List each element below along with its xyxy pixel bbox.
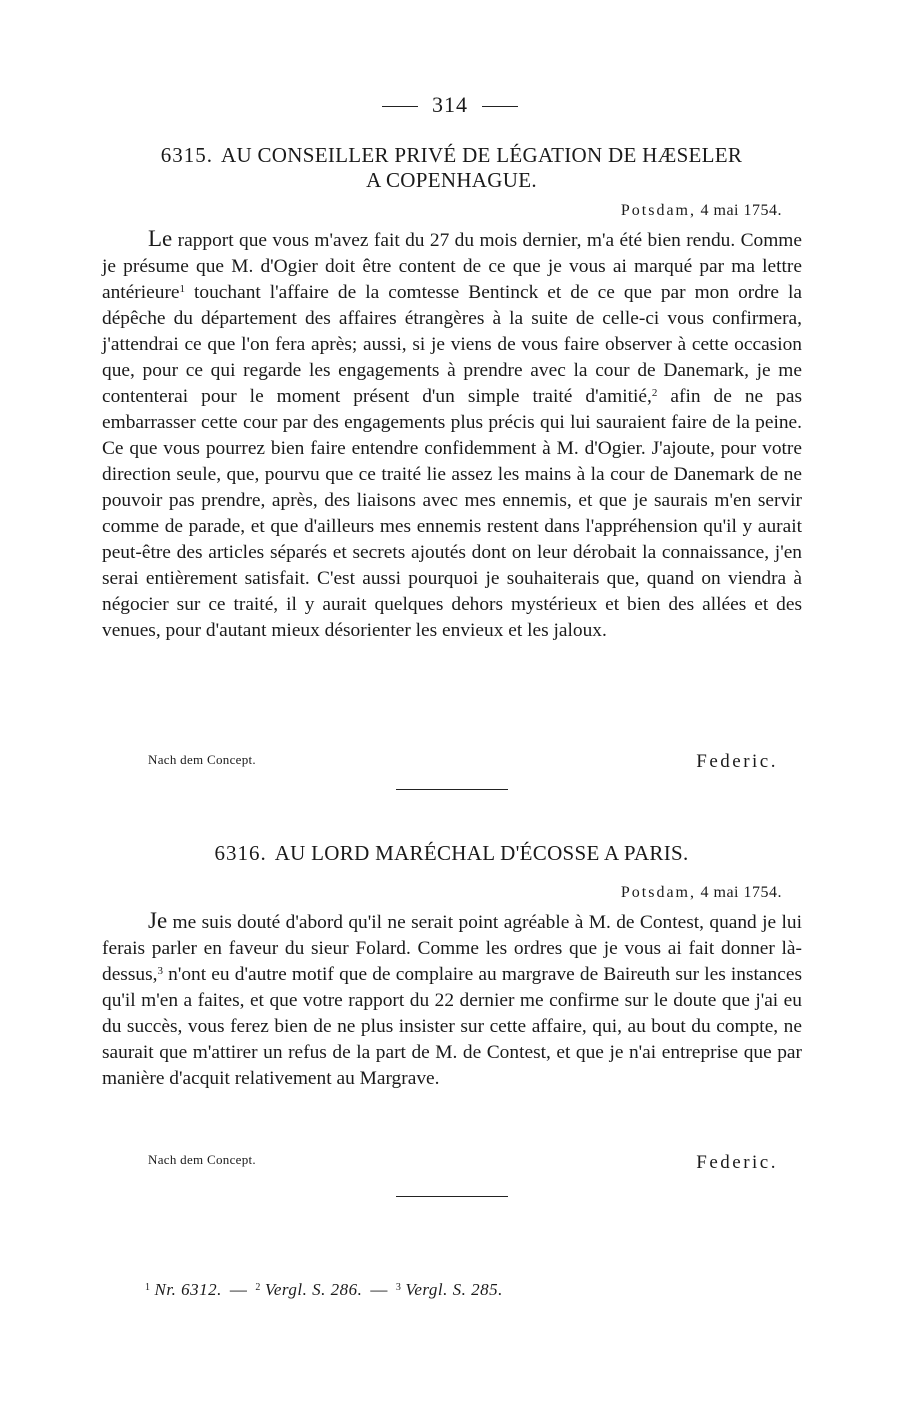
page-number-dash-left: [382, 106, 418, 107]
page-number-text: 314: [432, 92, 468, 117]
letter2-heading: [100, 841, 803, 866]
letter2-date-text: 4 mai 1754.: [700, 884, 782, 901]
section-divider-2: [396, 1196, 508, 1197]
footnote-3-text: Vergl. S. 285.: [405, 1280, 503, 1299]
letter1-heading-text: AU CONSEILLER PRIVÉ DE LÉGATION DE HÆSELER: [221, 143, 743, 167]
footnote-ref-1: 1: [179, 283, 186, 295]
footnote-ref-2: 2: [651, 387, 658, 399]
letter1-heading-line1: [100, 143, 803, 168]
letter1-date-place: Potsdam,: [620, 202, 696, 219]
letter2-text-a: me suis douté d'abord qu'il ne serait point agréable à M. de Contest, quand je lui ferais parler en faveur du sieur Folard. Comme les ordres que je vous ai fait donner là-dessus,: [102, 912, 802, 985]
letter1-paragraph: [102, 226, 802, 644]
page-number-dash-right: [482, 106, 518, 107]
letter2-text-b: n'ont eu d'autre motif que de complaire au margrave de Baireuth sur les instances qu'il m'en a faites, et que votre rapport du 22 dernier me confirme sur le doute que j'ai eu du succès, vous ferez bien de ne plus insister sur cette affaire, qui, au bout du compte, ne saurait que m'attirer un refus de la part de M. de Contest, et que je n'ai entreprise que par manière d'acquit relativement au Margrave.: [102, 964, 802, 1089]
footnote-2-text: Vergl. S. 286.: [264, 1280, 363, 1299]
letter1-number: 6315.: [160, 143, 213, 167]
letter2-paragraph: [102, 908, 802, 1092]
footnote-1-mark: 1: [145, 1282, 151, 1293]
letter1-lead-word: Le: [148, 226, 173, 251]
letter1-body: [102, 226, 802, 644]
footnote-1-text: Nr. 6312.: [154, 1280, 222, 1299]
footnote-separator-1: —: [229, 1280, 248, 1299]
letter1-source-note: Nach dem Concept.: [148, 752, 256, 767]
page-number: [0, 92, 900, 118]
footnote-3-mark: 3: [395, 1282, 402, 1293]
letter1-date-text: 4 mai 1754.: [700, 202, 782, 219]
letter2-source-note: Nach dem Concept.: [148, 1152, 256, 1167]
letter1-dateline: [621, 202, 782, 220]
footnote-ref-3: 3: [157, 965, 163, 977]
letter2-number: 6316.: [214, 841, 267, 865]
letter1-signature: Federic.: [696, 751, 778, 772]
letter2-lead-word: Je: [148, 908, 168, 933]
letter2-date-place: Potsdam,: [620, 884, 696, 901]
footnote-separator-2: —: [370, 1280, 388, 1299]
letter2-dateline: [621, 884, 782, 902]
letter2-signature: Federic.: [696, 1152, 778, 1173]
section-divider-1: [396, 789, 508, 790]
footnote-2-mark: 2: [255, 1282, 261, 1293]
letter2-heading-line: [100, 841, 803, 866]
letter1-heading-line2: A COPENHAGUE.: [366, 168, 537, 192]
letter1-text-b: touchant l'affaire de la comtesse Bentinck et de ce que par mon ordre la dépêche du département des affaires étrangères à la suite de celle-ci vous confirmera, j'attendrai ce que l'on fera après; aussi, si je viens de vous faire observer à cette occasion que, pour ce qui regarde les engagements à prendre avec la cour de Danemark, je me contenterai pour le moment présent d'un simple traité d'amitié,: [102, 282, 802, 407]
letter1-text-c: afin de ne pas embarrasser cette cour par des engagements plus précis qui lui sauraient faire de la peine. Ce que vous pourrez bien faire entendre confidemment à M. d'Ogier. J'ajoute, pour votre direction seule, que, pourvu que ce traité lie assez les mains à la cour de Danemark de ne pouvoir pas prendre, après, des liaisons avec mes ennemis, et que je saurais m'en servir comme de parade, et que d'ailleurs mes ennemis restent dans l'appréhension qu'il y aurait peut-être des articles séparés et secrets ajoutés dont on leur dérobait la connaissance, j'en serai entièrement satisfait. C'est aussi pourquoi je souhaiterais que, quand on viendra à négocier sur ce traité, il y aurait quelques dehors mystérieux et bien des allées et des venues, pour d'autant mieux désorienter les envieux et les jaloux.: [102, 386, 802, 641]
letter1-heading: [100, 143, 803, 193]
letter2-heading-text: AU LORD MARÉCHAL D'ÉCOSSE A PARIS.: [274, 841, 689, 865]
letter1-text-a: rapport que vous m'avez fait du 27 du mois dernier, m'a été bien rendu. Comme je présume que M. d'Ogier doit être content de ce que je vous ai marqué par ma lettre antérieure: [102, 230, 802, 303]
letter2-body: [102, 908, 802, 1092]
footnotes: [145, 1280, 503, 1300]
